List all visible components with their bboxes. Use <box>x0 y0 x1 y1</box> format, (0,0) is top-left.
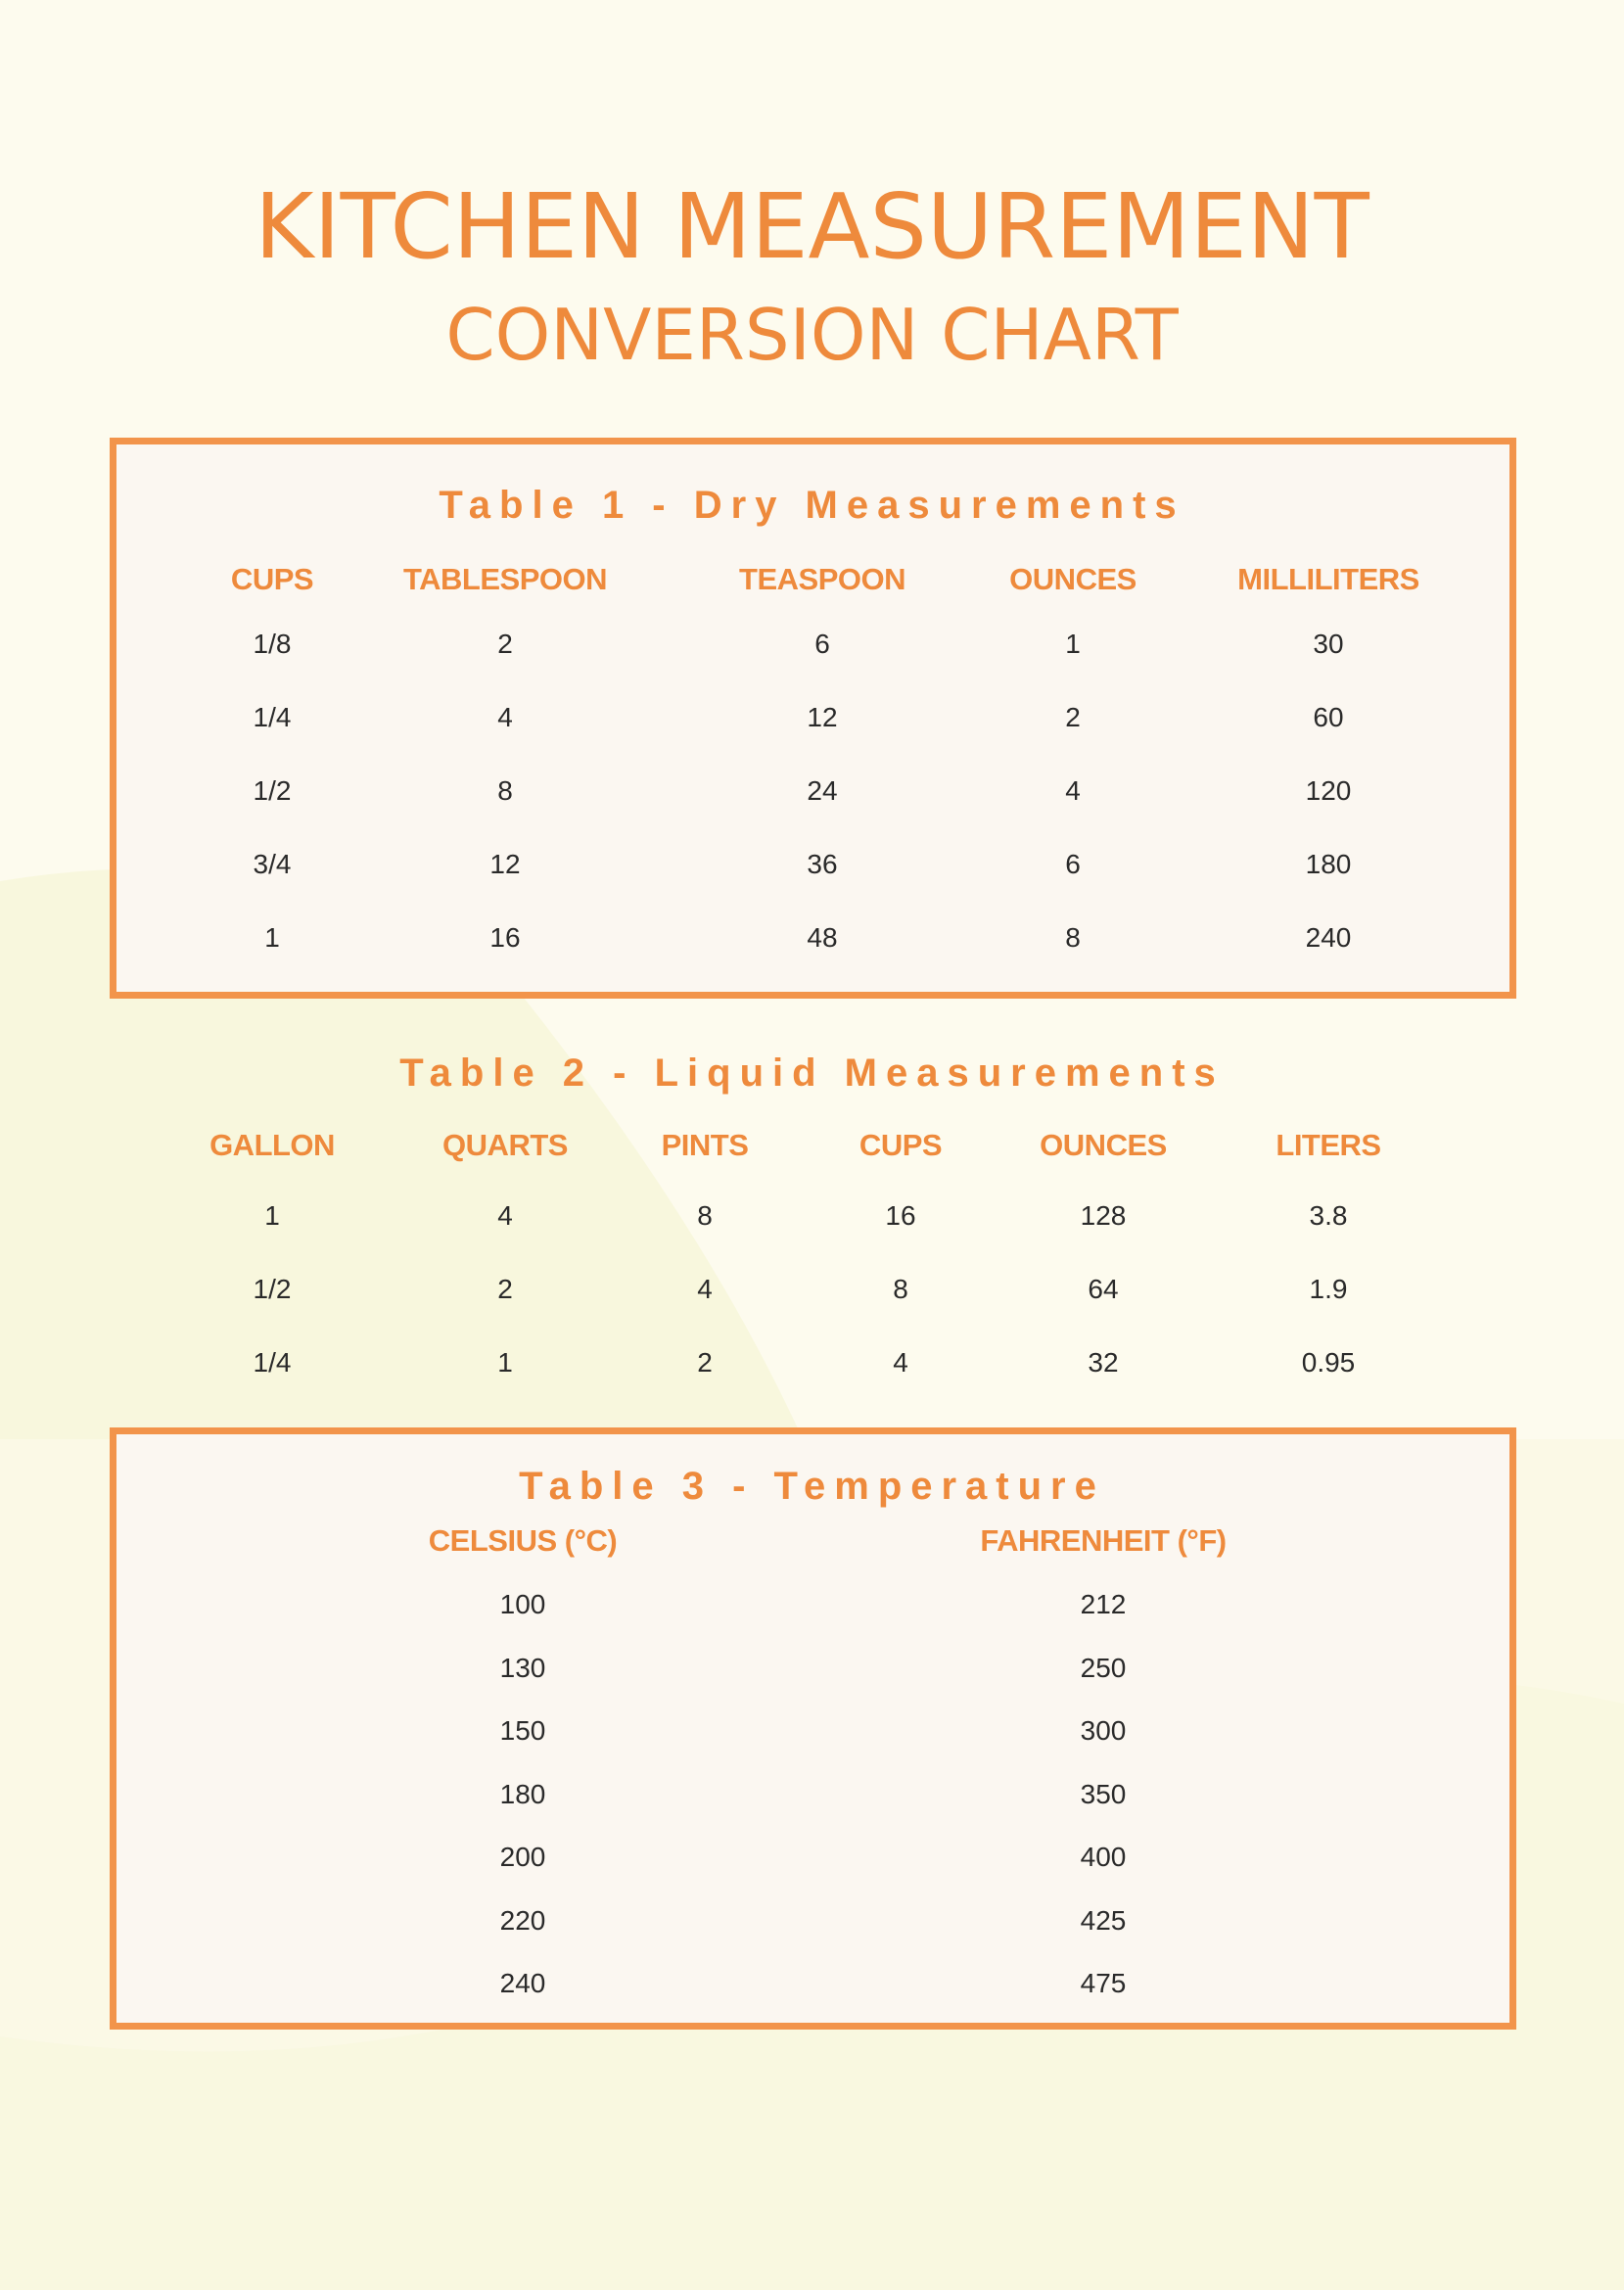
column-header: OUNCES <box>1040 1128 1167 1162</box>
table-cell: 64 <box>1088 1274 1119 1304</box>
table-cell: 475 <box>1080 1968 1127 1998</box>
table-cell: 128 <box>1080 1200 1127 1231</box>
table-cell: 1.9 <box>1309 1274 1348 1304</box>
column-header: TEASPOON <box>739 562 905 596</box>
table-cell: 8 <box>893 1274 908 1304</box>
table-cell: 180 <box>1305 849 1352 879</box>
column-header: LITERS <box>1276 1128 1381 1162</box>
table-cell: 24 <box>807 775 838 806</box>
table-cell: 4 <box>497 1200 513 1231</box>
table-cell: 12 <box>489 849 521 879</box>
table-cell: 4 <box>497 702 513 732</box>
table-cell: 4 <box>697 1274 713 1304</box>
table-cell: 16 <box>489 922 521 953</box>
table-cell: 240 <box>1305 922 1352 953</box>
table-cell: 0.95 <box>1301 1347 1356 1378</box>
table-cell: 2 <box>497 1274 513 1304</box>
column-header: OUNCES <box>1009 562 1137 596</box>
column-header: TABLESPOON <box>403 562 607 596</box>
table-cell: 400 <box>1080 1842 1127 1872</box>
table-cell: 150 <box>499 1715 546 1746</box>
table-cell: 120 <box>1305 775 1352 806</box>
table-cell: 36 <box>807 849 838 879</box>
table-cell: 6 <box>814 629 830 659</box>
column-header: QUARTS <box>442 1128 568 1162</box>
table-cell: 1 <box>264 1200 280 1231</box>
table-cell: 1/2 <box>253 1274 292 1304</box>
table-cell: 16 <box>885 1200 916 1231</box>
table-cell: 1/4 <box>253 1347 292 1378</box>
table-title: Table 3 - Temperature <box>519 1465 1105 1508</box>
table-cell: 3/4 <box>253 849 292 879</box>
column-header: PINTS <box>661 1128 749 1162</box>
table-cell: 2 <box>697 1347 713 1378</box>
table-cell: 8 <box>497 775 513 806</box>
table-cell: 1/2 <box>253 775 292 806</box>
table-cell: 6 <box>1065 849 1081 879</box>
column-header: MILLILITERS <box>1237 562 1419 596</box>
table-cell: 4 <box>1065 775 1081 806</box>
table-cell: 1 <box>497 1347 513 1378</box>
table-cell: 300 <box>1080 1715 1127 1746</box>
table-title: Table 2 - Liquid Measurements <box>399 1052 1225 1095</box>
table-cell: 212 <box>1080 1589 1127 1619</box>
table-cell: 1 <box>264 922 280 953</box>
table-3-frame <box>110 1427 1516 2030</box>
table-cell: 350 <box>1080 1778 1127 1809</box>
table-cell: 100 <box>499 1589 546 1619</box>
table-cell: 2 <box>497 629 513 659</box>
table-cell: 220 <box>499 1904 546 1936</box>
table-cell: 240 <box>499 1968 546 1998</box>
table-cell: 2 <box>1065 702 1081 732</box>
table-cell: 8 <box>697 1200 713 1231</box>
table-cell: 4 <box>893 1347 908 1378</box>
table-cell: 180 <box>499 1778 546 1809</box>
table-cell: 1 <box>1065 629 1081 659</box>
column-header: CELSIUS (°C) <box>428 1523 618 1558</box>
table-cell: 8 <box>1065 922 1081 953</box>
page-title: KITCHEN MEASUREMENT <box>255 174 1369 279</box>
table-cell: 1/8 <box>253 629 292 659</box>
column-header: FAHRENHEIT (°F) <box>980 1523 1227 1558</box>
table-cell: 12 <box>807 702 838 732</box>
table-cell: 250 <box>1080 1652 1127 1683</box>
column-header: GALLON <box>209 1128 335 1162</box>
table-cell: 130 <box>499 1652 546 1683</box>
table-cell: 30 <box>1313 629 1344 659</box>
column-header: CUPS <box>230 562 314 596</box>
table-cell: 48 <box>807 922 838 953</box>
table-cell: 3.8 <box>1309 1200 1348 1231</box>
table-cell: 200 <box>499 1842 546 1872</box>
table-cell: 60 <box>1313 702 1344 732</box>
table-cell: 32 <box>1088 1347 1119 1378</box>
table-cell: 425 <box>1080 1904 1127 1936</box>
page-subtitle: CONVERSION CHART <box>445 294 1179 376</box>
table-cell: 1/4 <box>253 702 292 732</box>
table-title: Table 1 - Dry Measurements <box>439 484 1185 527</box>
column-header: CUPS <box>858 1128 943 1162</box>
